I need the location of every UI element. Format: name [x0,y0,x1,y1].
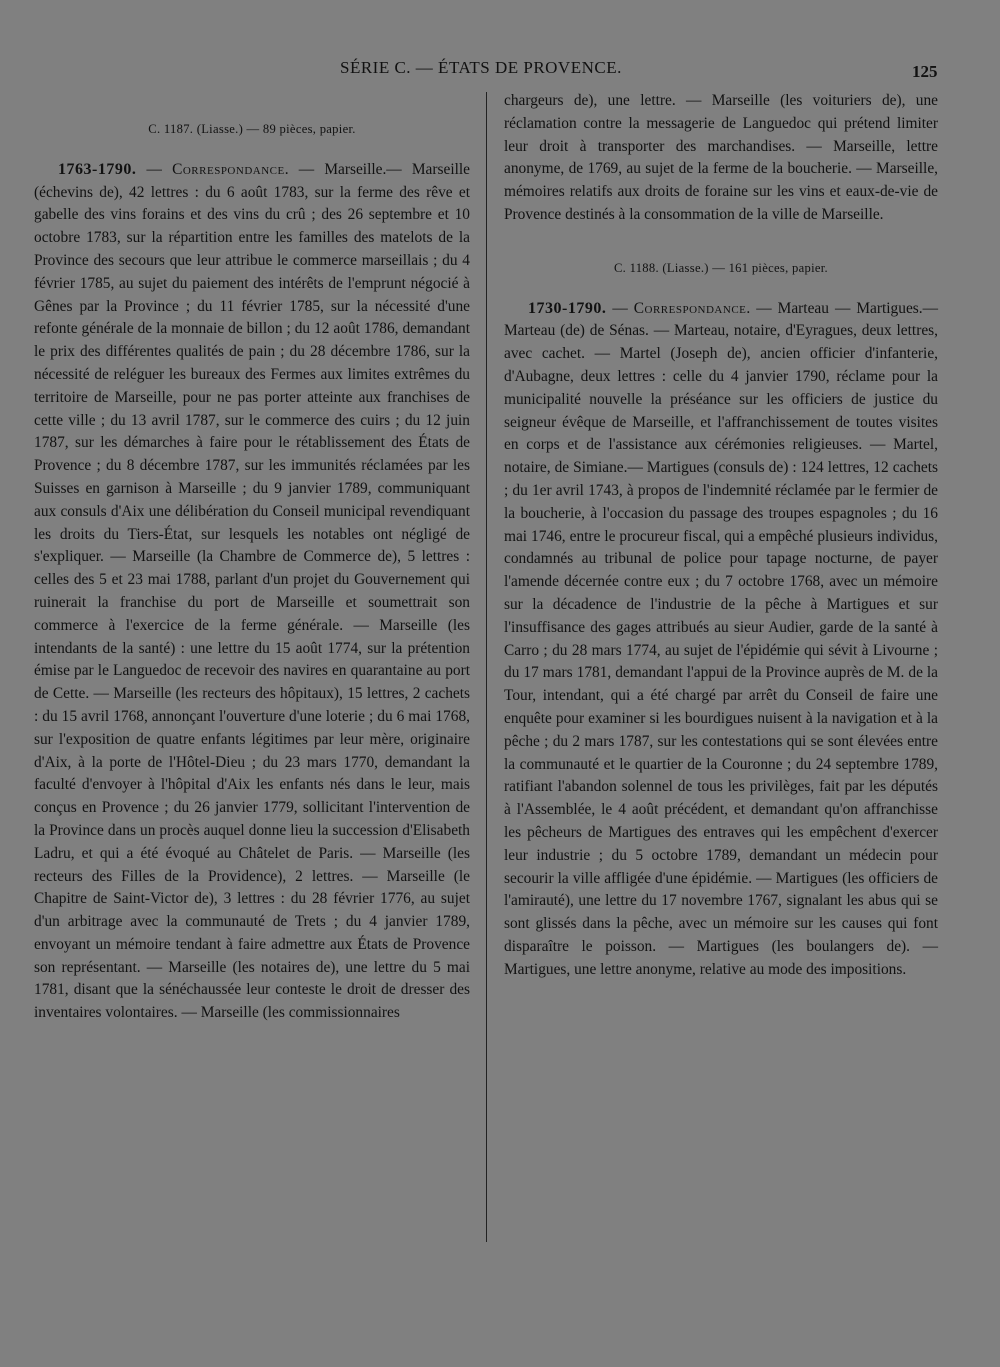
entry-body-c1187 [34,159,470,1025]
right-column [504,90,938,981]
entry-label: Correspondance [633,299,747,317]
page-header [0,58,1000,88]
entry-text: . — Marteau — Martigues.— Marteau (de) de Sénas. — Marteau, notaire, d'Eyragues, deux lettres, avec cachet. — Martel (Joseph de), ancien officier d'infanterie, d'Aubagne, deux lettres : celle du 4 janvier 1790, réclame pour la municipalité nouvelle la préséance sur les officiers de justice du seigneur évêque de Marseille, et l'affranchissement de toutes visites en corps et de l'assistance aux cérémonies religieuses. — Martel, notaire, de Simiane.— Martigues (consuls de) : 124 lettres, 12 cachets ; du 1er avril 1743, à propos de l'indemnité réclamée par le fermier de la boucherie, à l'occasion du passage des troupes espagnoles ; du 16 mai 1746, entre le procureur fiscal, qui a empêché plusieurs individus, condamnés au tribunal de police pour tapage nocturne, de payer l'amende décernée contre eux ; du 7 octobre 1768, avec un mémoire sur la décadence de l'industrie de la pêche à Martigues et sur l'insuffisance des gages attribués au sieur Audier, garde de la santé à Carro ; du 28 mars 1774, au sujet de l'épidémie qui sévit à Livourne ; du 17 mars 1781, demandant l'appui de la Province auprès de M. de la Tour, intendant, qui a été chargé par arrêt du Conseil de faire une enquête pour examiner si les bourdigues nuisent à la navigation et à la pêche ; du 2 mars 1787, sur les contestations qui se sont élevées entre la communauté et le quartier de la Couronne ; du 24 septembre 1789, ratifiant l'abandon solennel de tous les privilèges, fait par les députés à l'Assemblée, le 4 août précédent, et demandant qu'on affranchisse les pêcheurs de Martigues des entraves qui les empêchent d'exercer leur industrie ; du 5 octobre 1789, demandant un médecin pour secourir la ville affligée d'une épidémie. — Martigues (les officiers de l'amirauté), une lettre du 17 novembre 1767, signalant les abus qui se sont glissés dans la pêche, avec un mémoire sur les causes qui font disparaître le poisson. — Martigues (les boulangers de). — Martigues, une lettre anonyme, relative au mode des impositions. [504,299,939,978]
entry-text: . — Marseille.— Marseille (échevins de), 42 lettres : du 6 août 1783, sur la ferme des rêve et gabelle des vins forains et des vins du crû ; des 26 septembre et 10 octobre 1783, sur la répartition entre les familles des matelots de la Province des secours que leur attribue le commerce marseillais ; du 4 février 1785, au sujet du paiement des intérêts de l'emprunt négocié à Gênes par la Province ; du 11 février 1785, sur la nécessité d'une refonte générale de la monnaie de billon ; du 12 août 1786, demandant le prix des différentes qualités de pain ; du 28 décembre 1786, sur la nécessité de reléguer les bureaux des Fermes aux limites extrêmes du territoire de Marseille, pour ne pas porter atteinte aux franchises de cette ville ; du 13 avril 1787, sur le commerce des cuirs ; du 12 juin 1787, sur les démarches à faire pour le rétablissement des États de Provence ; du 8 décembre 1787, sur les immunités réclamées par les Suisses en garnison à Marseille ; du 9 janvier 1789, communiquant aux consuls d'Aix une délibération du Conseil municipal revendiquant les droits du Tiers-État, sur lesquels les notables ont négligé de s'expliquer. — Marseille (la Chambre de Commerce de), 5 lettres : celles des 5 et 23 mai 1788, parlant d'un projet du Gouvernement qui ruinerait la franchise du port de Marseille et soumettrait son commerce à l'exercice de la ferme générale. — Marseille (les intendants de la santé) : une lettre du 15 août 1774, sur la prétention émise par le Languedoc de recevoir des navires en quarantaine au port de Cette. — Marseille (les recteurs des hôpitaux), 15 lettres, 2 cachets : du 15 avril 1768, annonçant l'ouverture d'une loterie ; du 6 mai 1768, sur l'exposition de quatre enfants légitimes par leur mère, originaire d'Aix, à la porte de l'Hôtel-Dieu ; du 23 mars 1770, demandant la faculté d'envoyer à l'hôpital d'Aix les enfants nés dans le leur, mais conçus en Provence ; du 26 janvier 1779, sollicitant l'intervention de la Province dans un procès auquel donne lieu la succession d'Elisabeth Ladru, et qui a été évoqué au Châtelet de Paris. — Marseille (les recteurs des Filles de la Providence), 2 lettres. — Marseille (le Chapitre de Saint-Victor de), 3 lettres : du 28 février 1776, au sujet d'un arbitrage avec la communauté de Trets ; du 4 janvier 1789, envoyant un mémoire tendant à faire admettre aux États de Provence son représentant. — Marseille (les notaires de), une lettre du 5 mai 1781, disant que la sénéchaussée leur conteste le droit de dresser des inventaires volontaires. — Marseille (les commissionnaires [34,160,470,1022]
entry-date: 1730-1790. [528,299,607,317]
entry-heading-c1187: C. 1187. (Liasse.) — 89 pièces, papier. [148,122,356,136]
entry-body-c1188 [504,298,938,982]
running-title: SÉRIE C. — ÉTATS DE PROVENCE. [340,58,622,77]
column-divider [486,92,487,1242]
page-number: 125 [912,62,938,81]
entry-dash: — [606,299,634,317]
entry-dash: — [136,160,173,178]
entry-heading-c1188: C. 1188. (Liasse.) — 161 pièces, papier. [613,260,829,275]
continuation-text: chargeurs de), une lettre. — Marseille (les voituriers de), une réclamation contre la messagerie de Languedoc qui prétend limiter leur droit à transporter des marchandises. — Marseille, lettre anonyme, de 1769, au sujet de la ferme de la boucherie. — Marseille, mémoires relatifs aux droits de foraine sur les vins et eaux-de-vie de Provence destinés à la consommation de la ville de Marseille. [504,92,938,223]
entry-date: 1763-1790. [58,160,137,178]
left-column [34,90,470,1025]
entry-label: Correspondance [172,160,285,178]
